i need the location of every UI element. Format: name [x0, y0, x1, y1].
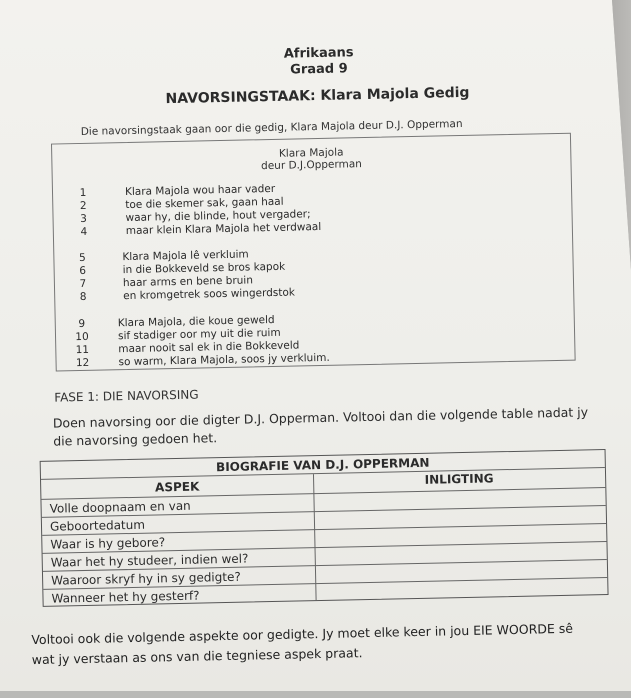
table-title: BIOGRAFIE VAN D.J. OPPERMAN: [215, 455, 430, 475]
line-number: 8: [79, 290, 87, 304]
line-number: 5: [78, 251, 86, 265]
aspect-cell: Waaroor skryf hy in sy gedigte?: [50, 569, 241, 588]
line-number: 2: [79, 199, 87, 212]
grade-title: Graad 9: [290, 61, 348, 78]
subject-title: Afrikaans: [283, 45, 354, 62]
aspect-cell: Volle doopnaam en van: [49, 498, 191, 516]
instruction-line-1: Doen navorsing oor die digter D.J. Opperman. Voltooi dan die volgende table nadat jy: [52, 404, 589, 431]
aspect-cell: Waar het hy studeer, indien wel?: [50, 551, 249, 570]
line-text: Klara Majola lê verkluim: [122, 248, 249, 264]
line-number: 4: [80, 225, 88, 238]
line-number: 3: [80, 212, 88, 225]
line-text: maar klein Klara Majola het verdwaal: [125, 220, 322, 238]
phase-heading: FASE 1: DIE NAVORSING: [54, 387, 199, 405]
biography-table: [40, 449, 609, 607]
line-text: maar nooit sal ek in die Bokkeveld: [118, 339, 300, 356]
aspect-cell: Wanneer het hy gesterf?: [51, 588, 200, 606]
line-text: en kromgetrek soos wingerdstok: [123, 286, 296, 303]
line-number: 11: [75, 343, 90, 357]
line-number: 1: [79, 186, 87, 199]
line-number: 7: [79, 277, 87, 291]
line-text: waar hy, die blinde, hout vergader;: [125, 208, 311, 225]
line-text: so warm, Klara Majola, soos jy verkluim.: [118, 351, 330, 369]
line-text: Klara Majola, die koue geweld: [117, 313, 275, 330]
instruction-line-2: die navorsing gedoen het.: [53, 430, 218, 449]
column-header-aspect: ASPEK: [154, 479, 200, 495]
column-header-info: INLIGTING: [424, 471, 494, 487]
line-number: 12: [75, 356, 90, 370]
line-text: Klara Majola wou haar vader: [124, 182, 276, 199]
line-text: haar arms en bene bruin: [122, 274, 254, 290]
line-text: in die Bokkeveld se bros kapok: [122, 260, 286, 277]
aspect-cell: Geboortedatum: [49, 517, 146, 534]
footer-line-1: Voltooi ook die volgende aspekte oor gedigte. Jy moet elke keer in jou EIE WOORDE sê: [31, 620, 574, 648]
line-number: 9: [78, 317, 86, 331]
line-text: sif stadiger oor my uit die ruim: [117, 326, 281, 343]
footer-line-2: wat jy verstaan as ons van die tegniese aspek praat.: [31, 645, 363, 668]
poem-title: Klara Majola: [278, 146, 344, 160]
line-text: toe die skemer sak, gaan haal: [125, 195, 284, 212]
poem-box: [51, 133, 576, 372]
line-number: 10: [75, 330, 89, 344]
poem-author: deur D.J.Opperman: [260, 158, 363, 173]
page-title: NAVORSINGSTAAK: Klara Majola Gedig: [165, 84, 470, 108]
aspect-cell: Waar is hy gebore?: [50, 535, 166, 552]
intro-text: Die navorsingstaak gaan oor die gedig, Klara Majola deur D.J. Opperman: [80, 117, 463, 138]
line-number: 6: [79, 264, 87, 278]
